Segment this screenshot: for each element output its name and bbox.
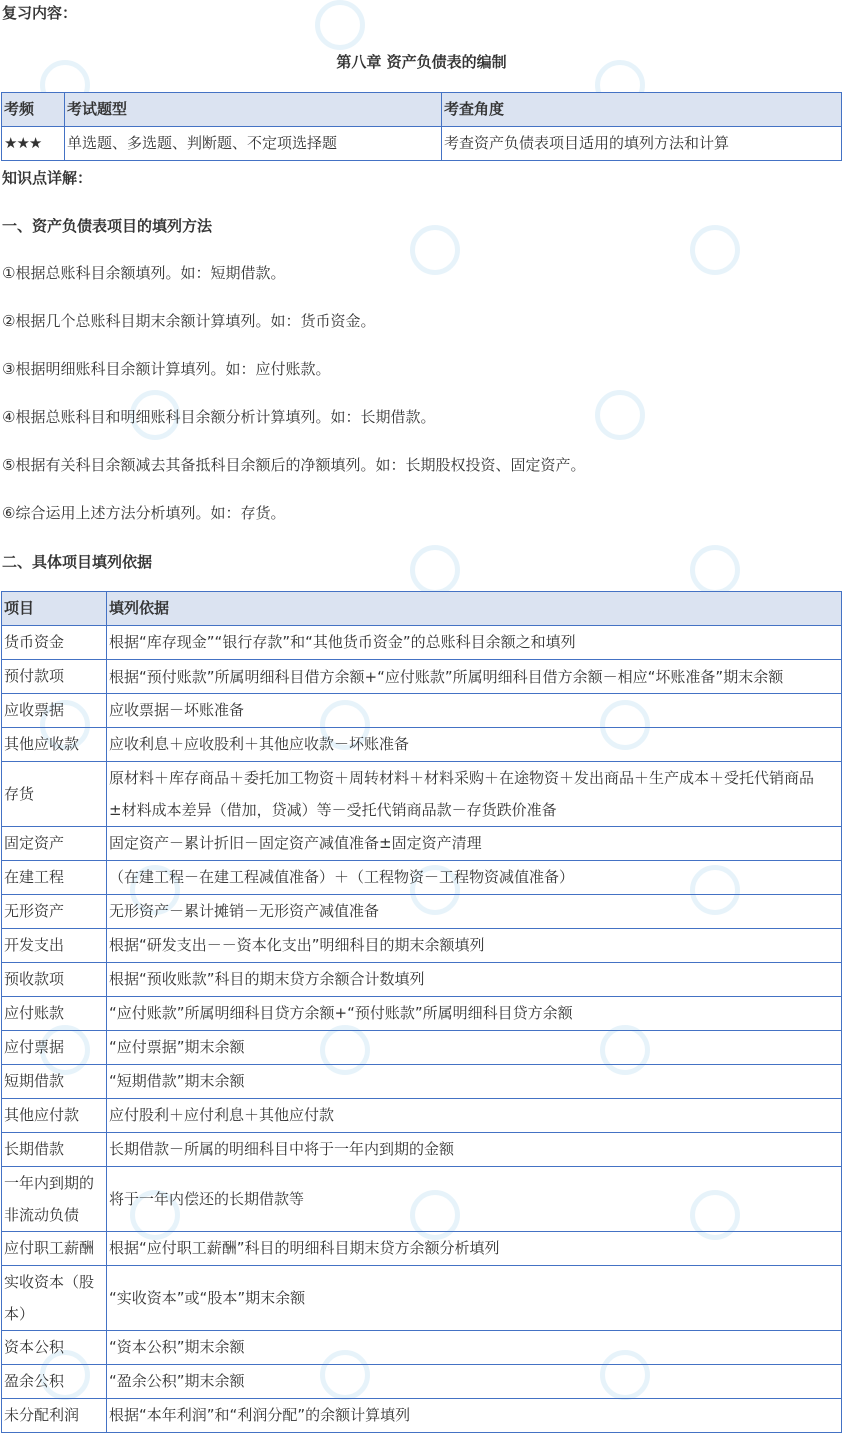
- item-name: 预收款项: [2, 963, 107, 997]
- watermark-logo: [690, 545, 740, 595]
- item-name: 开发支出: [2, 929, 107, 963]
- items-header-basis: 填列依据: [107, 592, 842, 626]
- method-item: ④根据总账科目和明细账科目余额分析计算填列。如：长期借款。: [2, 408, 436, 426]
- watermark-logo: [315, 0, 365, 50]
- item-basis: 原材料＋库存商品＋委托加工物资＋周转材料＋材料采购＋在途物资＋发出商品＋生产成本＋受托代销商品±材料成本差异（借加，贷减）等－受托代销商品款－存货跌价准备: [107, 762, 842, 827]
- item-name: 货币资金: [2, 626, 107, 660]
- item-name: 其他应付款: [2, 1099, 107, 1133]
- item-basis: 应付股利＋应付利息＋其他应付款: [107, 1099, 842, 1133]
- method-item: ⑥综合运用上述方法分析填列。如：存货。: [2, 504, 286, 522]
- item-name: 盈余公积: [2, 1365, 107, 1399]
- review-label: 复习内容：: [2, 4, 78, 22]
- watermark-logo: [595, 390, 645, 440]
- method-item: ③根据明细账科目余额计算填列。如：应付账款。: [2, 360, 331, 378]
- item-basis: “资本公积”期末余额: [107, 1331, 842, 1365]
- summary-frequency-stars: ★★★: [2, 127, 65, 161]
- summary-header-focus: 考查角度: [442, 93, 842, 127]
- item-name: 实收资本（股本）: [2, 1266, 107, 1331]
- item-name: 未分配利润: [2, 1399, 107, 1433]
- item-basis: “应付账款”所属明细科目贷方余额+“预付账款”所属明细科目贷方余额: [107, 997, 842, 1031]
- item-basis: 根据“应付职工薪酬”科目的明细科目期末贷方余额分析填列: [107, 1232, 842, 1266]
- item-name: 应付账款: [2, 997, 107, 1031]
- watermark-logo: [690, 225, 740, 275]
- item-basis: “实收资本”或“股本”期末余额: [107, 1266, 842, 1331]
- item-name: 短期借款: [2, 1065, 107, 1099]
- item-basis: 根据“研发支出－－资本化支出”明细科目的期末余额填列: [107, 929, 842, 963]
- items-table: [1, 591, 842, 1433]
- item-basis: “应付票据”期末余额: [107, 1031, 842, 1065]
- item-name: 长期借款: [2, 1133, 107, 1167]
- items-header-item: 项目: [2, 592, 107, 626]
- item-basis: （在建工程－在建工程减值准备）＋（工程物资－工程物资减值准备）: [107, 861, 842, 895]
- item-name: 预付款项: [2, 660, 107, 694]
- item-basis: “盈余公积”期末余额: [107, 1365, 842, 1399]
- detail-label: 知识点详解：: [2, 169, 93, 187]
- summary-question-types: 单选题、多选题、判断题、不定项选择题: [65, 127, 442, 161]
- method-item: ⑤根据有关科目余额减去其备抵科目余额后的净额填列。如：长期股权投资、固定资产。: [2, 456, 586, 474]
- method-item: ②根据几个总账科目期末余额计算填列。如：货币资金。: [2, 312, 376, 330]
- summary-header-frequency: 考频: [2, 93, 65, 127]
- item-basis: 根据“库存现金”“银行存款”和“其他货币资金”的总账科目余额之和填列: [107, 626, 842, 660]
- item-name: 资本公积: [2, 1331, 107, 1365]
- item-basis: “短期借款”期末余额: [107, 1065, 842, 1099]
- chapter-title: 第八章 资产负债表的编制: [336, 53, 507, 71]
- item-basis: 根据“预付账款”所属明细科目借方余额+“应付账款”所属明细科目借方余额－相应“坏账准备”期末余额: [107, 660, 842, 694]
- item-basis: 固定资产－累计折旧－固定资产减值准备±固定资产清理: [107, 827, 842, 861]
- section1-title: 一、资产负债表项目的填列方法: [2, 217, 213, 235]
- section2-title: 二、具体项目填列依据: [2, 553, 153, 571]
- item-basis: 应收利息＋应收股利＋其他应收款－坏账准备: [107, 728, 842, 762]
- method-item: ①根据总账科目余额填列。如：短期借款。: [2, 264, 286, 282]
- item-basis: 根据“本年利润”和“利润分配”的余额计算填列: [107, 1399, 842, 1433]
- summary-table: [1, 92, 842, 161]
- item-basis: 无形资产－累计摊销－无形资产减值准备: [107, 895, 842, 929]
- item-name: 应付职工薪酬: [2, 1232, 107, 1266]
- item-basis: 长期借款－所属的明细科目中将于一年内到期的金额: [107, 1133, 842, 1167]
- item-name: 在建工程: [2, 861, 107, 895]
- item-name: 无形资产: [2, 895, 107, 929]
- item-name: 其他应收款: [2, 728, 107, 762]
- item-name: 固定资产: [2, 827, 107, 861]
- item-name: 应付票据: [2, 1031, 107, 1065]
- item-name: 一年内到期的非流动负债: [2, 1167, 107, 1232]
- item-basis: 根据“预收账款”科目的期末贷方余额合计数填列: [107, 963, 842, 997]
- summary-focus: 考查资产负债表项目适用的填列方法和计算: [442, 127, 842, 161]
- item-name: 存货: [2, 762, 107, 827]
- item-basis: 应收票据－坏账准备: [107, 694, 842, 728]
- watermark-logo: [410, 545, 460, 595]
- watermark-logo: [410, 225, 460, 275]
- item-basis: 将于一年内偿还的长期借款等: [107, 1167, 842, 1232]
- summary-header-question-types: 考试题型: [65, 93, 442, 127]
- item-name: 应收票据: [2, 694, 107, 728]
